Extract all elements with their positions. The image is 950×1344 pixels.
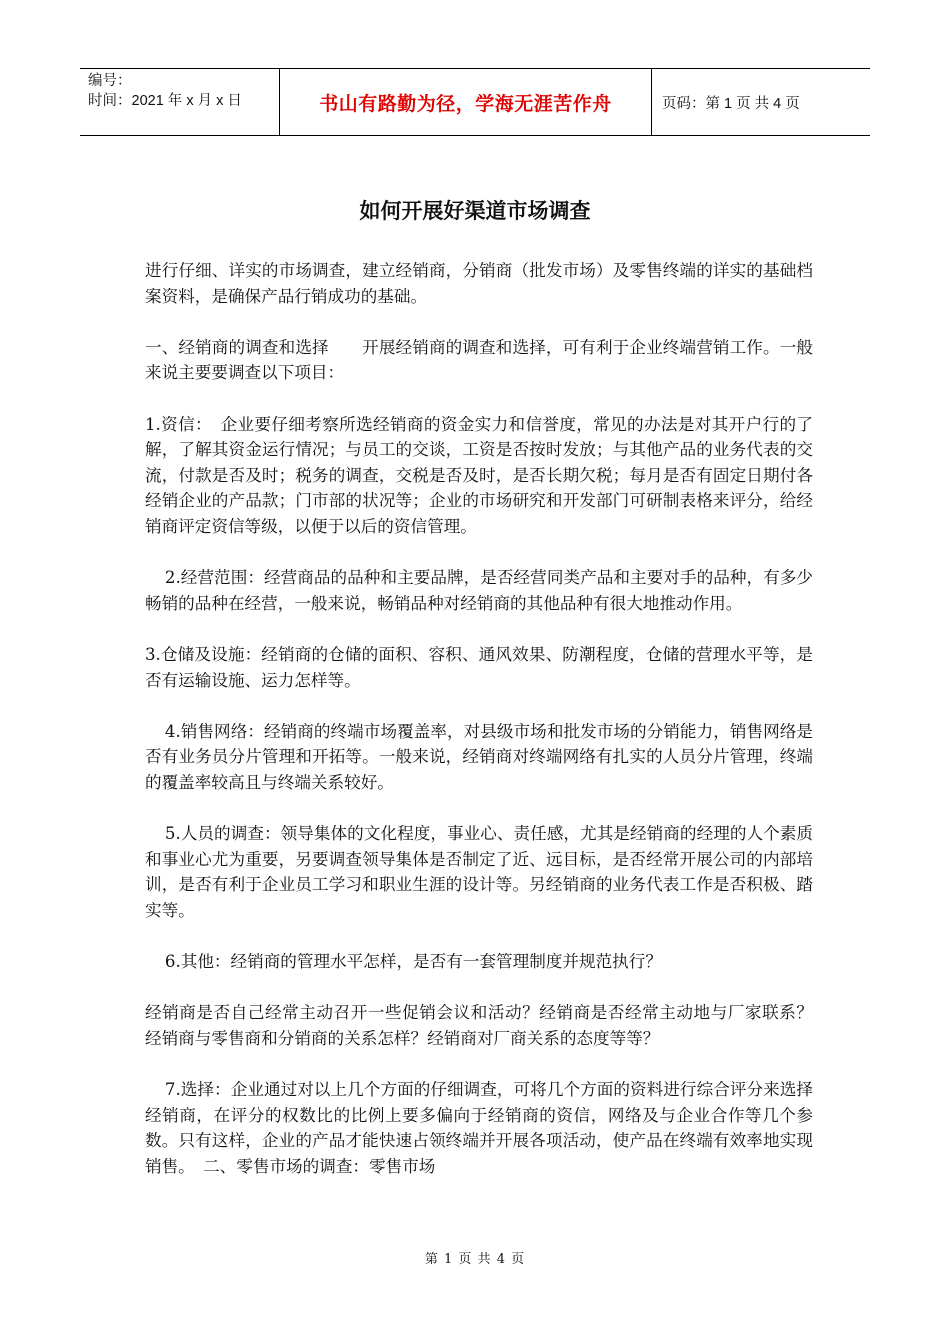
paragraph-selection: 7.选择：企业通过对以上几个方面的仔细调查，可将几个方面的资料进行综合评分来选择经销商，在评分的权数比的比例上要多偏向于经销商的资信，网络及与企业合作等几个参数。只有这样，企业的产品才能快速占领终端并开展各项活动，使产品在终端有效率地实现销售。 二、零售市场的调查：零售市场 xyxy=(145,1080,813,1176)
paragraph-sales-network: 4.销售网络：经销商的终端市场覆盖率，对县级市场和批发市场的分销能力，销售网络是否有业务员分片管理和开拓等。一般来说，经销商对终端网络有扎实的人员分片管理，终端的覆盖率较高且与终端关系较好。 xyxy=(145,721,813,792)
motto-text: 书山有路勤为径，学海无涯苦作舟 xyxy=(319,92,612,115)
page-label: 页码：第 1 页 共 4 页 xyxy=(662,95,800,112)
header-page-cell xyxy=(652,69,870,135)
paragraph-section-1: 一、经销商的调查和选择 开展经销商的调查和选择，可有利于企业终端营销工作。一般来说主要要调查以下项目： xyxy=(145,337,813,383)
document-body xyxy=(145,258,830,1205)
paragraph-intro: 进行仔细、详实的市场调查，建立经销商，分销商（批发市场）及零售终端的详实的基础档案资料，是确保产品行销成功的基础。 xyxy=(145,261,813,306)
paragraph-business-scope: 2.经营范围：经营商品的品种和主要品牌，是否经营同类产品和主要对手的品种，有多少畅销的品种在经营，一般来说，畅销品种对经销商的其他品种有很大地推动作用。 xyxy=(145,568,813,613)
paragraph-storage: 3.仓储及设施：经销商的仓储的面积、容积、通风效果、防潮程度，仓储的营理水平等，是否有运输设施、运力怎样等。 xyxy=(145,644,813,690)
paragraph-credit: 1.资信： 企业要仔细考察所选经销商的资金实力和信誉度，常见的办法是对其开户行的了解，了解其资金运行情况；与员工的交谈，工资是否按时发放；与其他产品的业务代表的交流，付款是否及时；税务的调查，交税是否及时，是否长期欠税；每月是否有固定日期付各经销企业的产品款；门市部的状况等；企业的市场研究和开发部门可研制表格来评分，给经销商评定资信等级，以便于以后的资信管理。 xyxy=(145,414,813,536)
paragraph-other: 6.其他：经销商的管理水平怎样，是否有一套管理制度并规范执行？ xyxy=(164,952,662,972)
page-footer: 第 1 页 共 4 页 xyxy=(424,1252,526,1267)
number-label: 编号： xyxy=(88,73,132,89)
header-table xyxy=(80,68,870,136)
header-motto-cell xyxy=(280,69,652,135)
paragraph-personnel: 5.人员的调查：领导集体的文化程度，事业心、责任感，尤其是经销商的经理的人个素质和事业心尤为重要，另要调查领导集体是否制定了近、远目标，是否经常开展公司的内部培训，是否有利于企业员工学习和职业生涯的设计等。另经销商的业务代表工作是否积极、踏实等。 xyxy=(145,824,813,920)
document-title: 如何开展好渠道市场调查 xyxy=(359,199,591,223)
paragraph-dealer-questions: 经销商是否自己经常主动召开一些促销会议和活动？经销商是否经常主动地与厂家联系？ 经销商与零售商和分销商的关系怎样？经销商对厂商关系的态度等等？ xyxy=(145,1003,830,1048)
header-info-cell xyxy=(80,69,280,135)
date-label: 时间：2021 年 x 月 x 日 xyxy=(88,93,242,109)
